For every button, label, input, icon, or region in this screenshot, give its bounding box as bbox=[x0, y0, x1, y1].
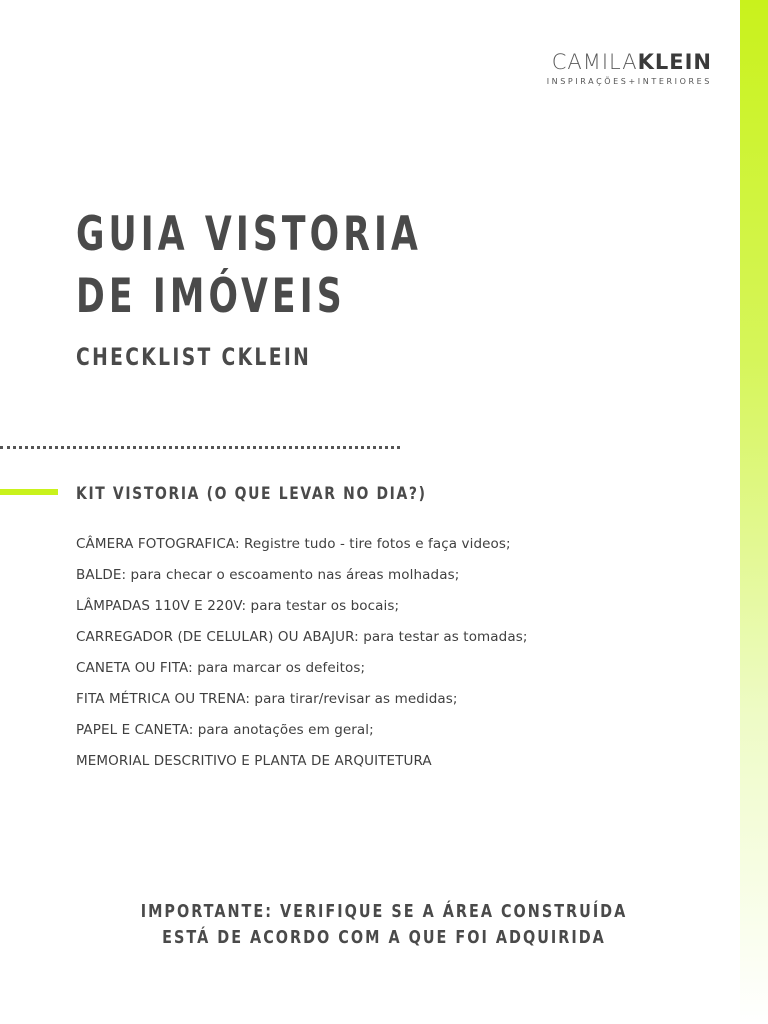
kit-list bbox=[76, 529, 528, 777]
brand-name bbox=[547, 52, 712, 73]
page-title bbox=[76, 204, 422, 328]
brand-name-last: KLEIN bbox=[637, 50, 712, 74]
section-marker bbox=[0, 489, 58, 495]
kit-item: BALDE: para checar o escoamento nas áreas molhadas; bbox=[76, 567, 460, 583]
kit-item: MEMORIAL DESCRITIVO E PLANTA DE ARQUITETURA bbox=[76, 753, 432, 769]
accent-side-bar bbox=[740, 0, 768, 1024]
kit-item: CARREGADOR (DE CELULAR) OU ABAJUR: para testar as tomadas; bbox=[76, 629, 528, 645]
brand-tagline: INSPIRAÇÕES+INTERIORES bbox=[546, 77, 712, 86]
important-line-1: IMPORTANTE: VERIFIQUE SE A ÁREA CONSTRUÍDA bbox=[140, 901, 628, 922]
kit-item: LÂMPADAS 110V E 220V: para testar os bocais; bbox=[76, 598, 400, 614]
title-line-1: GUIA VISTORIA bbox=[76, 207, 422, 262]
brand-logo bbox=[547, 52, 712, 86]
brand-name-first: CAMILA bbox=[551, 50, 638, 74]
kit-item: FITA MÉTRICA OU TRENA: para tirar/revisar as medidas; bbox=[76, 691, 458, 707]
page-subtitle: CHECKLIST CKLEIN bbox=[76, 343, 312, 371]
kit-item: CANETA OU FITA: para marcar os defeitos; bbox=[76, 660, 366, 676]
dotted-divider bbox=[0, 446, 400, 449]
kit-item: CÂMERA FOTOGRAFICA: Registre tudo - tire fotos e faça videos; bbox=[76, 536, 511, 552]
kit-item: PAPEL E CANETA: para anotações em geral; bbox=[76, 722, 374, 738]
important-note bbox=[0, 899, 768, 951]
section-title: KIT VISTORIA (O QUE LEVAR NO DIA?) bbox=[76, 484, 427, 504]
important-line-2: ESTÁ DE ACORDO COM A QUE FOI ADQUIRIDA bbox=[162, 927, 606, 948]
title-line-2: DE IMÓVEIS bbox=[76, 269, 346, 324]
